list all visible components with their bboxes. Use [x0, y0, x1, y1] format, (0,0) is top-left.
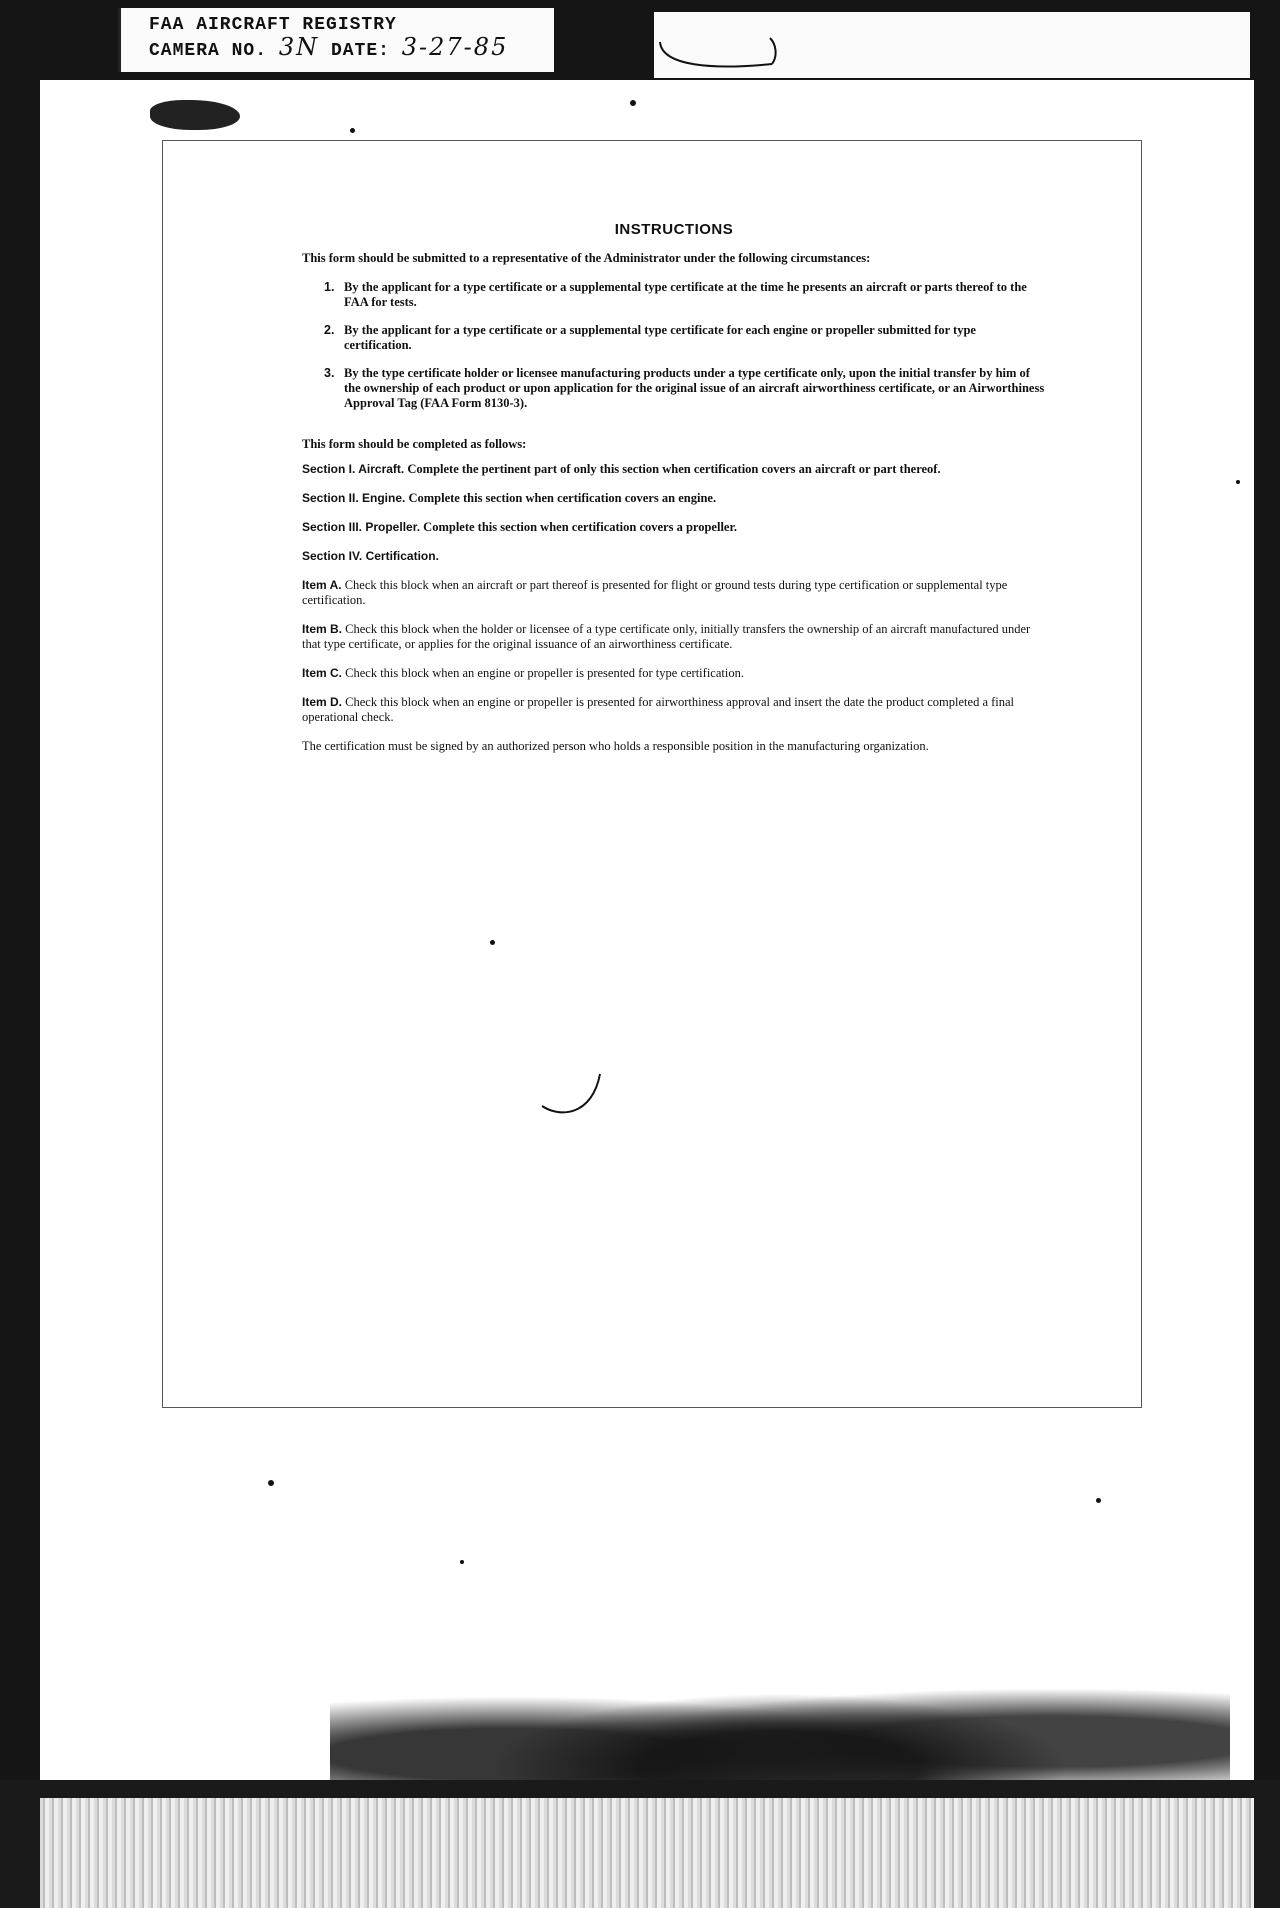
- completion-heading: This form should be completed as follows:: [302, 437, 527, 451]
- section-instruction: [302, 462, 1046, 477]
- scan-speck: [630, 100, 636, 106]
- closing-text: The certification must be signed by an authorized person who holds a responsible position in the manufacturing organization.: [302, 739, 929, 753]
- section-text: Complete this section when certification covers an engine.: [408, 491, 717, 505]
- section-label: Section II. Engine.: [302, 491, 406, 505]
- item-text: By the applicant for a type certificate or a supplemental type certificate for each engine or propeller submitted for type certification.: [344, 323, 976, 352]
- scan-smudge: [150, 100, 240, 130]
- section-instruction: [302, 520, 1046, 535]
- item-text: By the type certificate holder or licensee manufacturing products under a type certificate only, upon the initial transfer by him of the ownership of each product or upon application for the original issue of an aircraft airworthiness certificate, or an Airworthiness Approval Tag (FAA Form 8130-3).: [344, 366, 1045, 410]
- page-title: INSTRUCTIONS: [614, 221, 734, 238]
- section-text: Complete the pertinent part of only this section when certification covers an aircraft or part thereof.: [407, 462, 941, 476]
- intro-text: This form should be submitted to a representative of the Administrator under the following circumstances:: [302, 251, 871, 265]
- item-instruction: [302, 666, 1046, 681]
- item-instruction: [302, 622, 1046, 652]
- date-label: DATE:: [330, 41, 390, 61]
- stamp-date: 3-27-85: [401, 33, 509, 61]
- section-label: Section III. Propeller.: [302, 520, 421, 534]
- registry-stamp: [118, 8, 554, 72]
- item-text: Check this block when an aircraft or part thereof is presented for flight or ground tests during type certification or supplemental type certification.: [302, 578, 1008, 607]
- item-number: 1.: [324, 280, 335, 294]
- scan-speck: [1236, 480, 1240, 484]
- scan-noise-strip: [40, 1798, 1254, 1908]
- instructions-content: [302, 212, 1046, 768]
- item-label: Item D.: [302, 695, 343, 709]
- section-instruction: [302, 549, 1046, 564]
- item-number: 2.: [324, 323, 335, 337]
- camera-number: 3N: [278, 33, 320, 61]
- handwritten-mark: [652, 36, 792, 76]
- item-instruction: [302, 695, 1046, 725]
- section-label: Section I. Aircraft.: [302, 462, 405, 476]
- section-label: Section IV. Certification.: [302, 549, 439, 563]
- scan-speck: [1096, 1498, 1101, 1503]
- item-text: Check this block when the holder or licensee of a type certificate only, initially transfers the ownership of an aircraft manufactured under that type certificate, or applies for the original issuance of an airworthiness certificate.: [302, 622, 1031, 651]
- scan-bottom-noise: [330, 1652, 1230, 1780]
- section-instruction: [302, 491, 1046, 506]
- circumstance-item: [324, 323, 1046, 353]
- scan-frame-right: [1254, 0, 1280, 1800]
- scan-artifact-arc: [540, 1070, 610, 1120]
- item-text: Check this block when an engine or propeller is presented for airworthiness approval and insert the date the product completed a final operational check.: [302, 695, 1015, 724]
- circumstance-item: [324, 280, 1046, 310]
- scan-speck: [490, 940, 495, 945]
- scan-speck: [460, 1560, 464, 1564]
- section-text: Complete this section when certification covers a propeller.: [423, 520, 738, 534]
- circumstance-item: [324, 366, 1046, 411]
- scan-speck: [350, 128, 355, 133]
- item-number: 3.: [324, 366, 335, 380]
- scan-speck: [268, 1480, 274, 1486]
- camera-label: CAMERA NO.: [149, 41, 268, 61]
- item-instruction: [302, 578, 1046, 608]
- stamp-title: FAA AIRCRAFT REGISTRY: [149, 15, 397, 35]
- scan-frame-bottom: [0, 1780, 1280, 1908]
- scan-frame-left: [0, 0, 40, 1908]
- item-label: Item C.: [302, 666, 343, 680]
- item-text: Check this block when an engine or propeller is presented for type certification.: [345, 666, 744, 680]
- item-text: By the applicant for a type certificate or a supplemental type certificate at the time he presents an aircraft or parts thereof to the FAA for tests.: [344, 280, 1027, 309]
- item-label: Item B.: [302, 622, 343, 636]
- item-label: Item A.: [302, 578, 342, 592]
- stamp-camera-line: [149, 33, 554, 62]
- closing-note: [302, 739, 1046, 754]
